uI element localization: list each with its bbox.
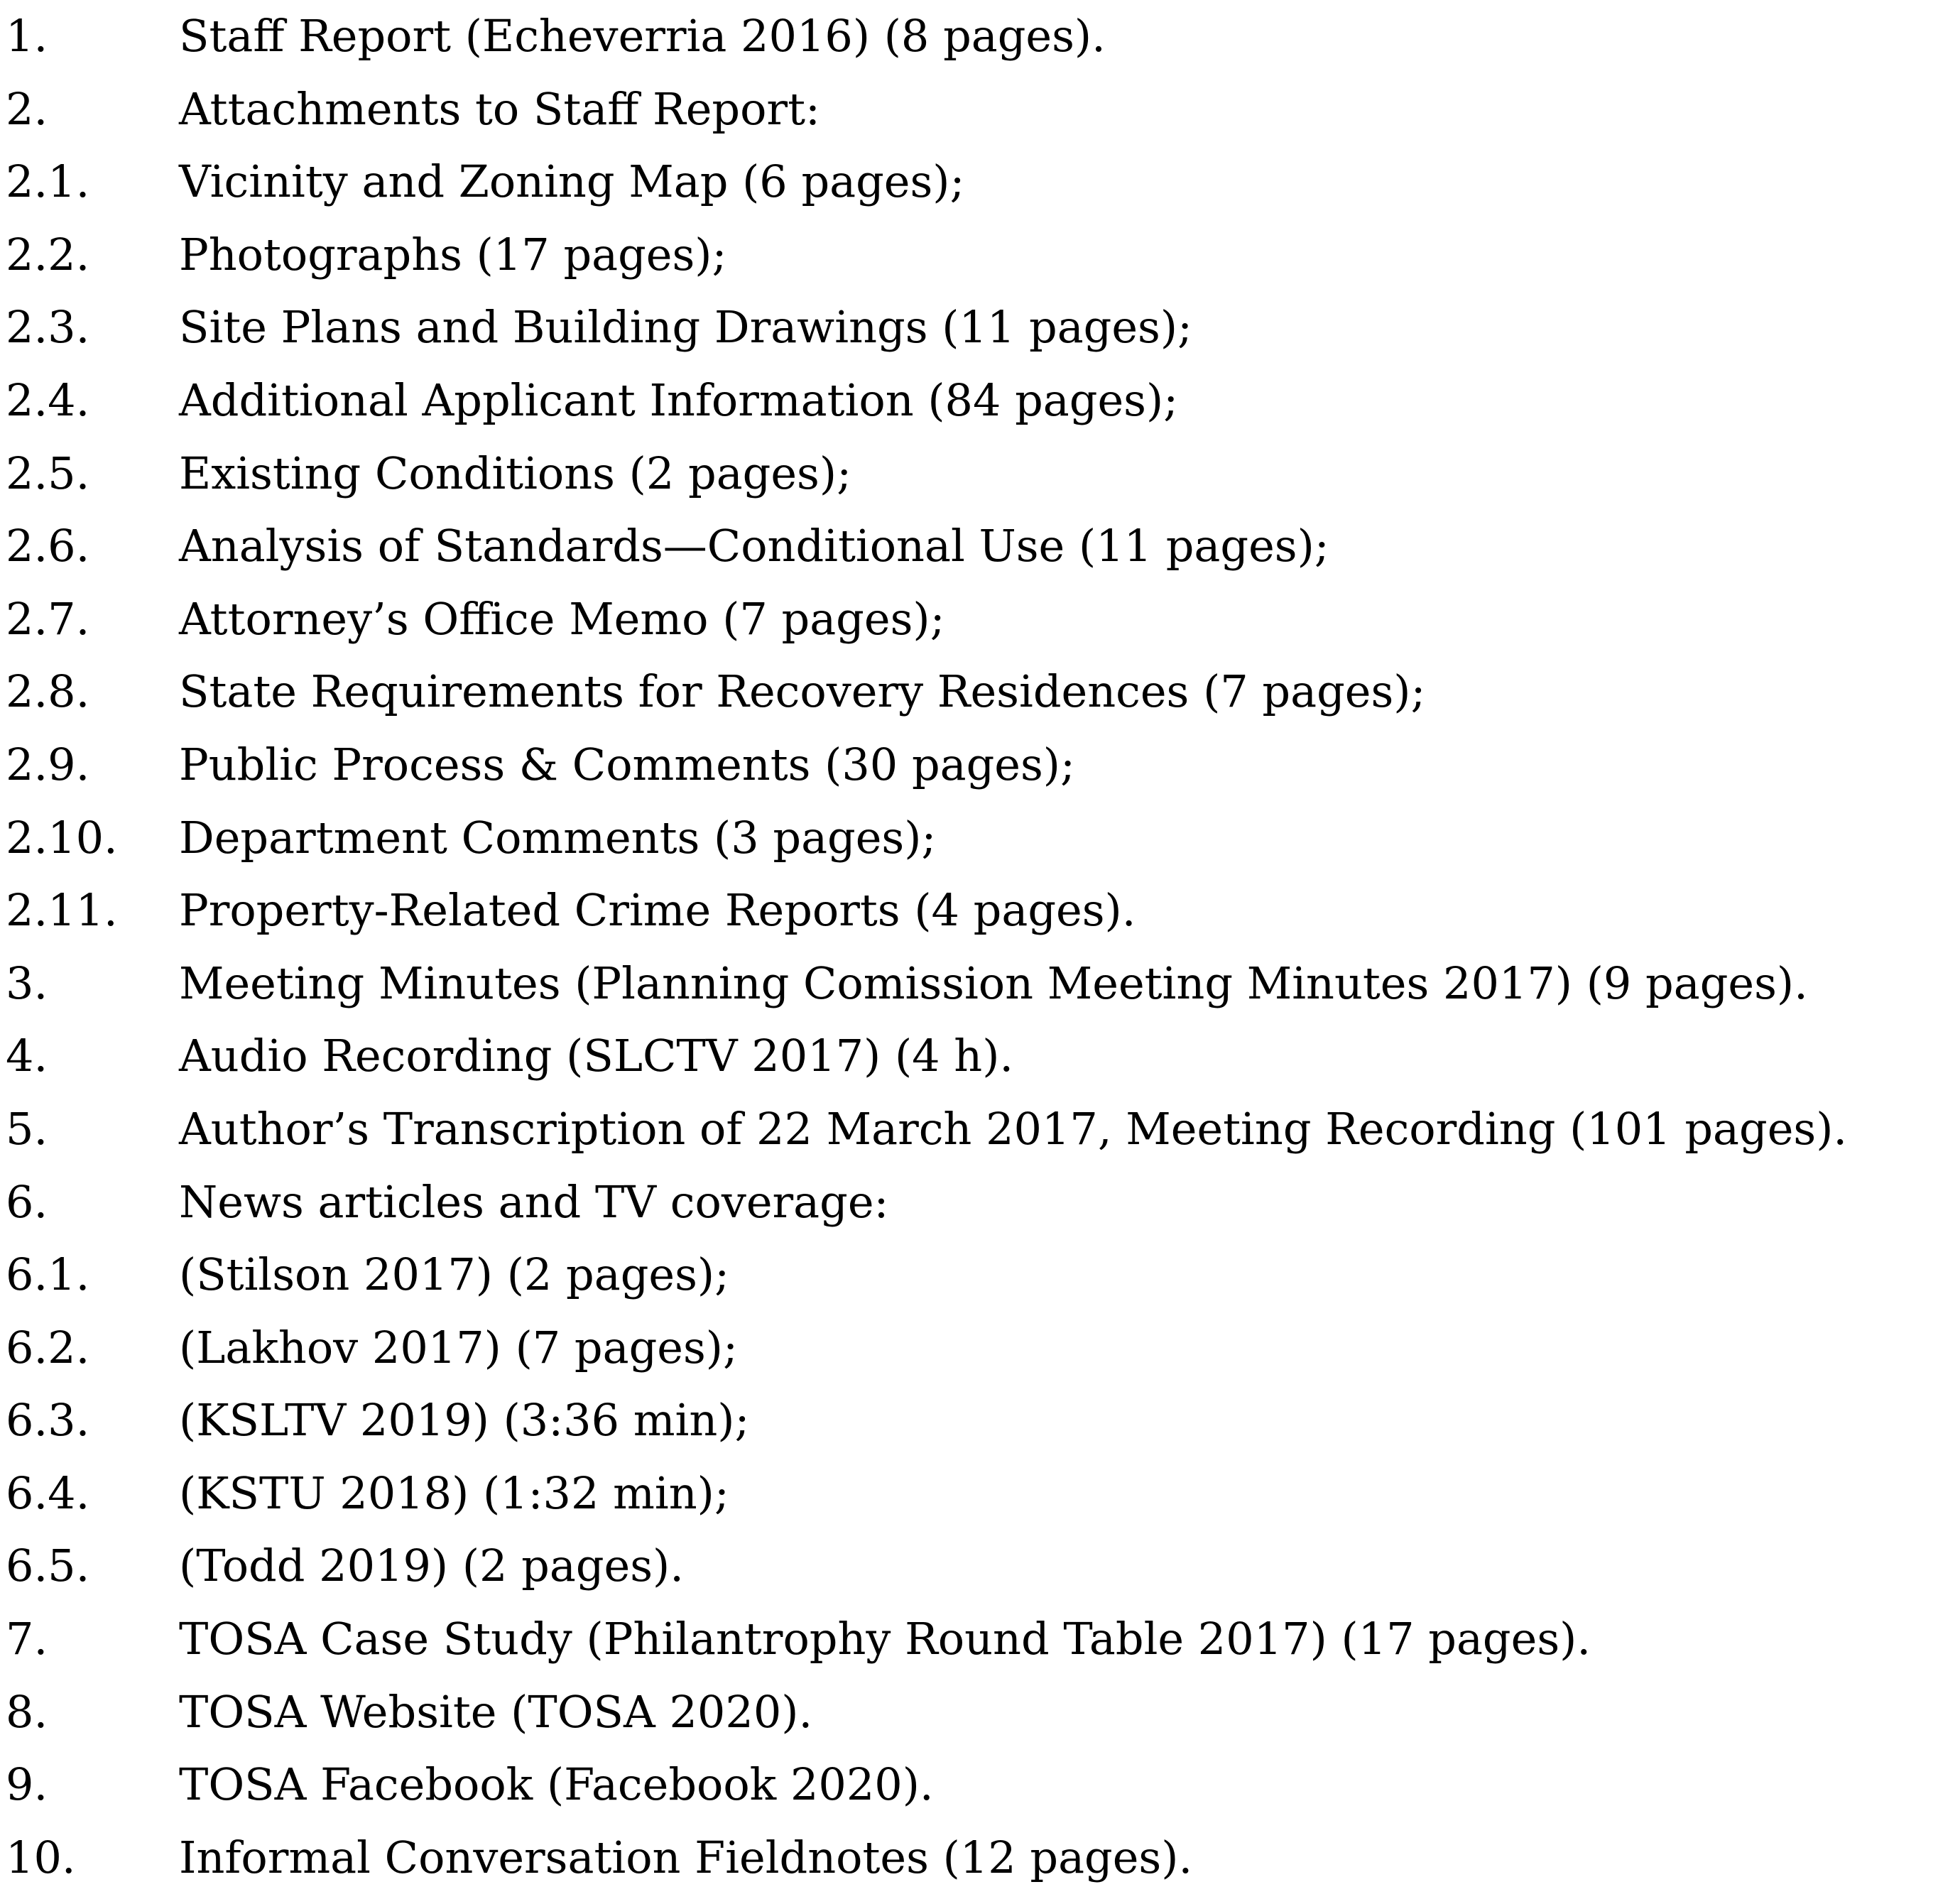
item-text: TOSA Facebook (Facebook 2020).	[179, 1758, 934, 1811]
item-text: Audio Recording (SLCTV 2017) (4 h).	[179, 1030, 1014, 1082]
list-item	[0, 1748, 1938, 1822]
list-item	[0, 1457, 1938, 1530]
item-number: 2.10.	[6, 811, 118, 864]
item-text: (KSTU 2018) (1:32 min);	[179, 1467, 729, 1519]
list-item	[0, 1676, 1938, 1749]
item-text: Attachments to Staff Report:	[179, 82, 820, 135]
item-text: Staff Report (Echeverria 2016) (8 pages).	[179, 10, 1106, 62]
item-text: Informal Conversation Fieldnotes (12 pages).	[179, 1831, 1193, 1883]
item-text: TOSA Website (TOSA 2020).	[179, 1685, 813, 1738]
item-number: 3.	[6, 957, 48, 1009]
list-item	[0, 219, 1938, 292]
item-text: (Stilson 2017) (2 pages);	[179, 1249, 729, 1301]
item-number: 2.3.	[6, 301, 90, 354]
item-text: Public Process & Comments (30 pages);	[179, 738, 1075, 790]
item-number: 2.2.	[6, 228, 90, 281]
list-item	[0, 1312, 1938, 1385]
item-text: Additional Applicant Information (84 pages);	[179, 374, 1179, 426]
item-text: Author’s Transcription of 22 March 2017, Meeting Recording (101 pages).	[179, 1102, 1848, 1155]
item-text: Analysis of Standards—Conditional Use (11 pages);	[179, 520, 1329, 572]
list-item	[0, 0, 1938, 73]
item-text: Vicinity and Zoning Map (6 pages);	[179, 156, 965, 208]
list-item	[0, 655, 1938, 729]
list-item	[0, 1093, 1938, 1166]
item-number: 6.2.	[6, 1321, 90, 1373]
list-item	[0, 146, 1938, 219]
list-item	[0, 947, 1938, 1021]
item-text: Photographs (17 pages);	[179, 228, 727, 281]
item-number: 2.6.	[6, 520, 90, 572]
item-text: Department Comments (3 pages);	[179, 811, 937, 864]
list-item	[0, 1020, 1938, 1093]
list-item	[0, 802, 1938, 875]
list-item	[0, 1239, 1938, 1312]
item-number: 1.	[6, 10, 48, 62]
list-item	[0, 583, 1938, 656]
list-item	[0, 510, 1938, 583]
item-number: 2.11.	[6, 884, 118, 937]
item-number: 2.8.	[6, 665, 90, 718]
item-text: Existing Conditions (2 pages);	[179, 447, 851, 499]
item-number: 6.	[6, 1175, 48, 1228]
item-text: Site Plans and Building Drawings (11 pages);	[179, 301, 1192, 354]
item-text: TOSA Case Study (Philantrophy Round Table 2017) (17 pages).	[179, 1613, 1591, 1665]
list-item	[0, 1530, 1938, 1603]
list-item	[0, 291, 1938, 364]
item-text: Meeting Minutes (Planning Comission Meeting Minutes 2017) (9 pages).	[179, 957, 1808, 1009]
list-item	[0, 729, 1938, 802]
item-text: (Todd 2019) (2 pages).	[179, 1540, 684, 1592]
item-number: 2.9.	[6, 738, 90, 790]
list-item	[0, 1603, 1938, 1676]
item-number: 2.1.	[6, 156, 90, 208]
item-number: 2.	[6, 82, 48, 135]
item-number: 6.3.	[6, 1394, 90, 1447]
item-text: Property-Related Crime Reports (4 pages).	[179, 884, 1136, 937]
list-item	[0, 437, 1938, 511]
item-number: 4.	[6, 1030, 48, 1082]
item-number: 2.7.	[6, 592, 90, 645]
list-item	[0, 874, 1938, 947]
item-text: State Requirements for Recovery Residences (7 pages);	[179, 665, 1426, 718]
item-number: 9.	[6, 1758, 48, 1811]
item-number: 6.1.	[6, 1249, 90, 1301]
item-number: 8.	[6, 1685, 48, 1738]
item-text: (Lakhov 2017) (7 pages);	[179, 1321, 738, 1373]
item-number: 10.	[6, 1831, 76, 1883]
item-number: 6.4.	[6, 1467, 90, 1519]
item-text: Attorney’s Office Memo (7 pages);	[179, 592, 945, 645]
item-number: 2.4.	[6, 374, 90, 426]
list-item	[0, 73, 1938, 146]
item-text: News articles and TV coverage:	[179, 1175, 889, 1228]
item-number: 2.5.	[6, 447, 90, 499]
list-item	[0, 1384, 1938, 1457]
list-item	[0, 364, 1938, 437]
list-item	[0, 1822, 1938, 1895]
item-number: 5.	[6, 1102, 48, 1155]
item-number: 6.5.	[6, 1540, 90, 1592]
item-number: 7.	[6, 1613, 48, 1665]
list-item	[0, 1166, 1938, 1239]
item-text: (KSLTV 2019) (3:36 min);	[179, 1394, 750, 1447]
